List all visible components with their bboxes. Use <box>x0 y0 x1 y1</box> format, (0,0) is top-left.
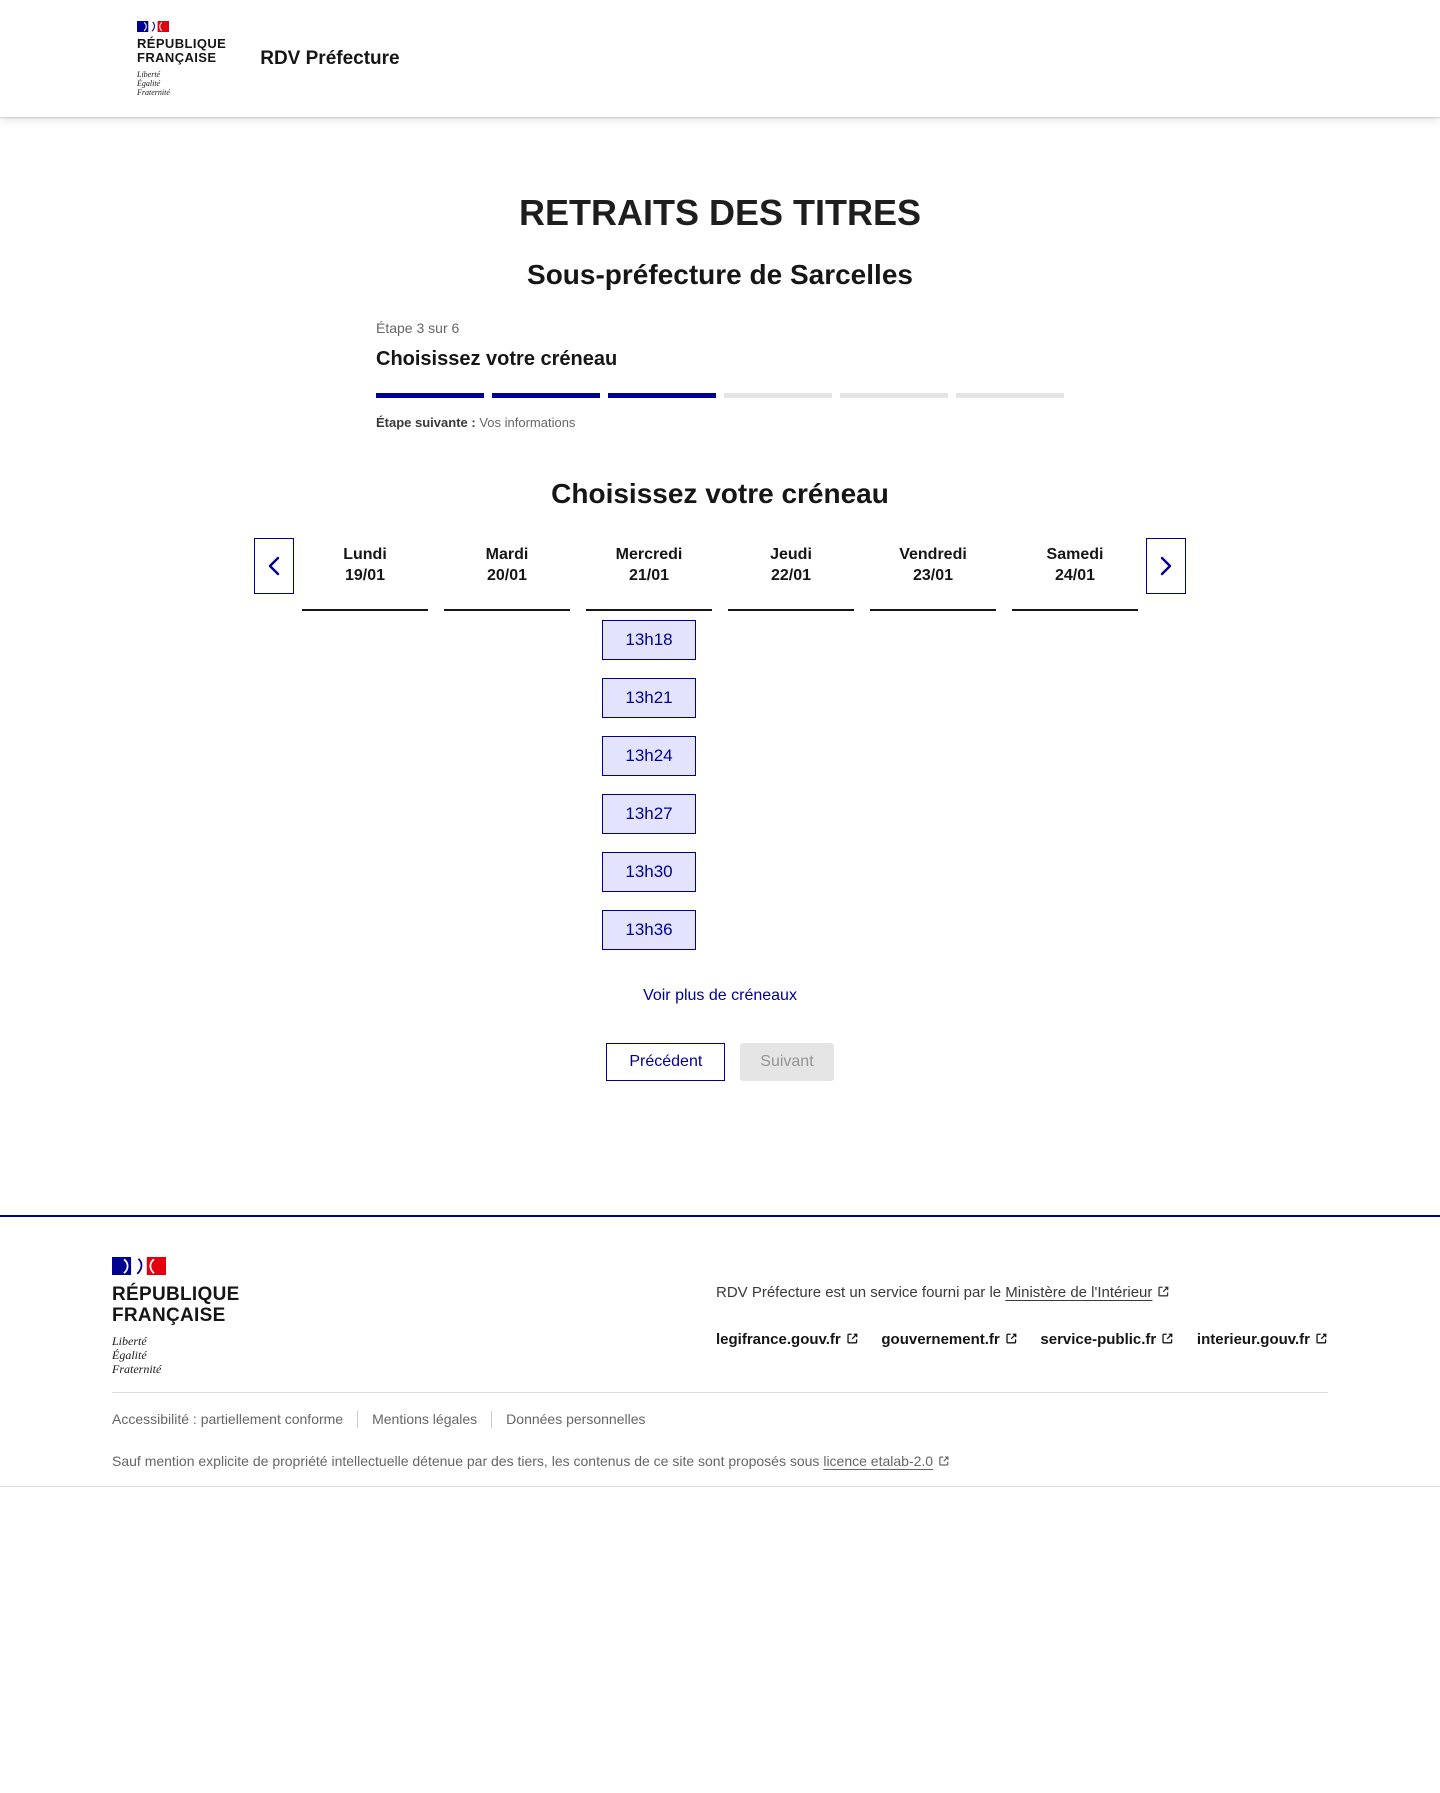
accessibilite-link[interactable]: Accessibilité : partiellement conforme <box>112 1411 344 1428</box>
footer-divider <box>112 1392 1328 1393</box>
main-content <box>0 191 1440 1081</box>
page-title: RETRAITS DES TITRES <box>518 192 922 233</box>
gov-name: RÉPUBLIQUE FRANÇAISE <box>112 1284 240 1327</box>
gov-name: RÉPUBLIQUE FRANÇAISE <box>137 35 227 65</box>
day-underline <box>444 609 570 611</box>
step-label: Étape 3 sur 6 <box>376 319 460 336</box>
slot-calendar <box>0 538 1440 950</box>
time-slot-button[interactable]: 13h30 <box>602 852 696 892</box>
legifrance-link[interactable]: legifrance.gouv.fr <box>716 1331 859 1348</box>
external-link-icon <box>1161 1332 1174 1345</box>
external-link-icon <box>938 1455 950 1467</box>
time-slot-button[interactable]: 13h24 <box>602 736 696 776</box>
chevron-right-icon <box>1158 555 1174 577</box>
site-header <box>0 0 1440 117</box>
day-underline <box>586 609 712 611</box>
footer-republique-francaise-logo <box>112 1257 240 1376</box>
calendar-heading: Choisissez votre créneau <box>551 477 889 509</box>
next-button[interactable]: Suivant <box>740 1043 833 1081</box>
service-title-link[interactable]: RDV Préfecture <box>260 47 400 69</box>
day-underline <box>1012 609 1138 611</box>
footer-service-note: RDV Préfecture est un service fourni par le Ministère de l'Intérieur <box>716 1283 1328 1303</box>
progress-segment <box>492 393 600 398</box>
day-underline <box>870 609 996 611</box>
progress-segment <box>376 393 484 398</box>
previous-button[interactable]: Précédent <box>606 1043 725 1081</box>
progress-segment <box>608 393 716 398</box>
day-column-mardi: Mardi 20/01 <box>436 538 578 611</box>
more-slots-link[interactable]: Voir plus de créneaux <box>643 987 797 1005</box>
time-slot-button[interactable]: 13h21 <box>602 678 696 718</box>
progress-segment <box>724 393 832 398</box>
page-subtitle: Sous-préfecture de Sarcelles <box>527 259 913 291</box>
french-flag-icon <box>137 21 169 32</box>
day-underline <box>728 609 854 611</box>
external-link-icon <box>1005 1332 1018 1345</box>
footer-bottom-links <box>112 1411 1328 1428</box>
external-link-icon <box>846 1332 859 1345</box>
site-footer <box>0 1215 1440 1487</box>
service-public-link[interactable]: service-public.fr <box>1040 1331 1174 1348</box>
progress-segment <box>956 393 1064 398</box>
previous-week-button[interactable] <box>254 538 294 594</box>
partner-links <box>716 1331 1328 1349</box>
next-step-hint: Étape suivante : Vos informations <box>376 414 576 430</box>
gouvernement-link[interactable]: gouvernement.fr <box>881 1331 1017 1348</box>
ministere-interieur-link[interactable]: Ministère de l'Intérieur <box>1005 1284 1170 1301</box>
licence-etalab-link[interactable]: licence etalab-2.0 <box>823 1453 950 1469</box>
footer-endline <box>0 1486 1440 1487</box>
wizard-nav <box>0 1043 1440 1081</box>
day-column-jeudi: Jeudi 22/01 <box>720 538 862 611</box>
mentions-legales-link[interactable]: Mentions légales <box>372 1411 478 1428</box>
day-column-mercredi: Mercredi 21/01 13h18 13h21 13h24 13h27 13h30 13h36 <box>578 538 720 950</box>
republique-francaise-logo[interactable] <box>137 21 226 97</box>
gov-motto: Liberté Égalité Fraternité <box>112 1334 162 1377</box>
day-column-lundi: Lundi 19/01 <box>294 538 436 611</box>
day-column-samedi: Samedi 24/01 <box>1004 538 1146 611</box>
license-note: Sauf mention explicite de propriété intellectuelle détenue par des tiers, les contenus de ce site sont proposés sous licence etalab-2.0 <box>112 1453 1328 1470</box>
external-link-icon <box>1157 1285 1170 1298</box>
day-underline <box>302 609 428 611</box>
time-slot-button[interactable]: 13h27 <box>602 794 696 834</box>
chevron-left-icon <box>266 555 282 577</box>
progress-segment <box>840 393 948 398</box>
time-slot-button[interactable]: 13h18 <box>602 620 696 660</box>
external-link-icon <box>1315 1332 1328 1345</box>
donnees-personnelles-link[interactable]: Données personnelles <box>506 1411 646 1428</box>
french-flag-icon <box>112 1257 166 1275</box>
progress-bar <box>376 393 1064 398</box>
step-title: Choisissez votre créneau <box>376 347 618 370</box>
interieur-link[interactable]: interieur.gouv.fr <box>1197 1331 1328 1348</box>
gov-motto: Liberté Égalité Fraternité <box>137 69 170 97</box>
time-slot-button[interactable]: 13h36 <box>602 910 696 950</box>
slot-list <box>578 620 720 950</box>
stepper <box>376 320 1064 431</box>
next-week-button[interactable] <box>1146 538 1186 594</box>
day-column-vendredi: Vendredi 23/01 <box>862 538 1004 611</box>
